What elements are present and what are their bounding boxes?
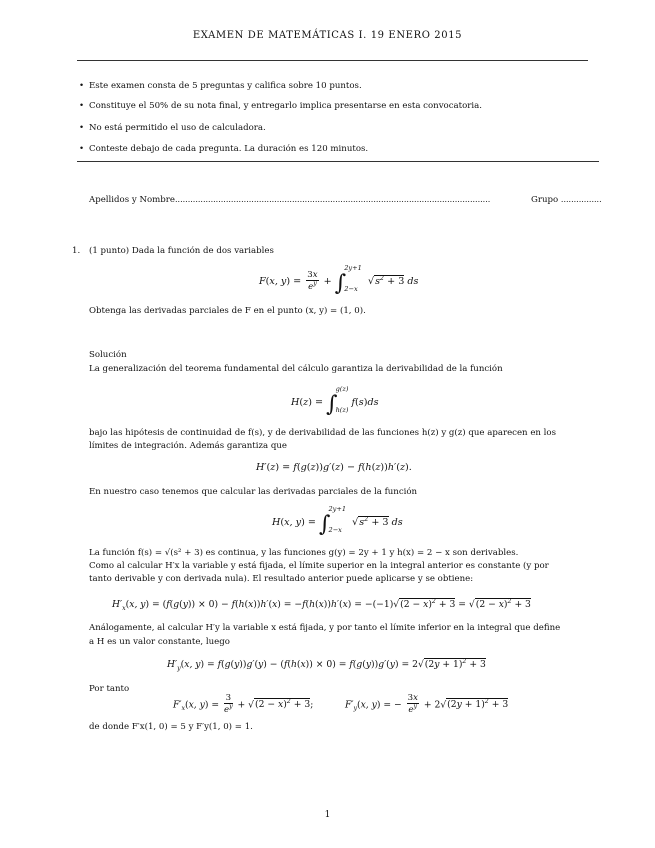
solution-p2a: bajo las hipótesis de continuidad de f(s), y de derivabilidad de las funciones h(z) y g(z) que aparecen en los <box>89 428 557 438</box>
name-label: Apellidos y Nombre <box>89 195 175 205</box>
page-number: 1 <box>324 810 331 820</box>
group-dots: ................ <box>560 195 602 204</box>
exam-title: EXAMEN DE MATEMÁTICAS I. 19 ENERO 2015 <box>192 30 463 41</box>
solution-p5a: Análogamente, al calcular H′y la variable x está fijada, y por tanto el límite inferior en la integral que define <box>89 623 561 633</box>
solution-p4b: Como al calcular H′x la variable y está fijada, el límite superior en la integral anterior es constante (y por <box>89 561 549 571</box>
solution-heading: Solución <box>89 350 127 360</box>
solution-p2b: límites de integración. Además garantiza que <box>89 441 287 451</box>
instructions-rule <box>77 161 599 162</box>
problem-statement: (1 punto) Dada la función de dos variables <box>89 246 274 256</box>
equation-Fy: $F'_y(x$, y) = − $\frac{3x}{e^y}$ + $2√(2y + 1)^2 + 3$ <box>345 693 509 716</box>
instruction-text: No está permitido el uso de calculadora. <box>89 123 266 133</box>
solution-p6: Por tanto <box>89 684 130 694</box>
instruction-item <box>79 81 362 92</box>
equation-H-general: H(z) = ∫ g(z) h(z) f(s)ds <box>291 385 379 418</box>
header-rule <box>77 60 588 61</box>
equation-Hx: $H'_x(x$, $y) = (f(g(y)) \times 0) - f(h(x))h'(x) = -f(h(x))h'(x) = -(-1)√(2 - x)^2 + 3 = √(2 - x)^2 + 3$ <box>112 598 531 612</box>
name-dots: ............................................................................................................................ <box>174 195 491 204</box>
solution-p4a: La función f(s) = √(s² + 3) es continua, y las funciones g(y) = 2y + 1 y h(x) = 2 − x son derivables. <box>89 548 519 558</box>
equation-Hy: $H'_y(x$, $y) = f(g(y))g'(y) - (f(h(x)) \times 0) = f(g(y))g'(y) = 2√(2y + 1)^2 + 3$ <box>167 658 486 672</box>
solution-p5b: a H es un valor constante, luego <box>89 637 230 647</box>
instruction-text: Conteste debajo de cada pregunta. La duración es 120 minutos. <box>89 144 369 154</box>
instruction-text: Constituye el 50% de su nota final, y entregarlo implica presentarse en esta convocatoria. <box>89 101 482 111</box>
solution-p4c: tanto derivable y con derivada nula). El resultado anterior puede aplicarse y se obtiene: <box>89 574 474 584</box>
problem-request: Obtenga las derivadas parciales de F en el punto (x, y) = (1, 0). <box>89 306 366 316</box>
instruction-item <box>79 144 368 155</box>
solution-p7: de donde F′x(1, 0) = 5 y F′y(1, 0) = 1. <box>89 722 253 732</box>
equation-F: F(x, y) = $\frac{3x}{e^y}$ + ∫ 2y+1 2−x $√s^2 + 3$ ds <box>259 264 419 297</box>
group-field <box>531 195 602 206</box>
instruction-text: Este examen consta de 5 preguntas y califica sobre 10 puntos. <box>89 81 362 91</box>
equation-H-prime: H′(z) = f(g(z))g′(z) − f(h(z))h′(z). <box>256 462 412 473</box>
equation-Fx: $F'_x(x$, y) = $\frac{3}{e^y}$ + $√(2 - x)^2 + 3$; <box>173 693 314 716</box>
solution-p3: En nuestro caso tenemos que calcular las derivadas parciales de la función <box>89 487 418 497</box>
name-field <box>89 195 490 206</box>
solution-p1: La generalización del teorema fundamental del cálculo garantiza la derivabilidad de la función <box>89 364 503 374</box>
problem-number: 1. <box>72 246 81 256</box>
group-label: Grupo <box>531 195 559 205</box>
instruction-item <box>79 101 482 112</box>
equation-H-xy: H(x, y) = ∫ 2y+1 2−x $√s^2 + 3$ ds <box>272 505 403 538</box>
instruction-item <box>79 123 266 134</box>
